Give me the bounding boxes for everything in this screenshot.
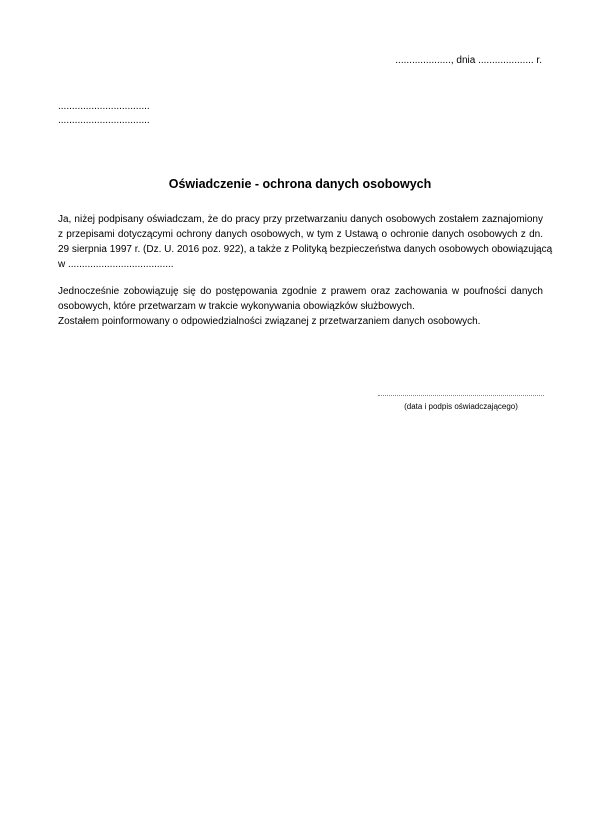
- place-date-line: ...................., dnia .................... r.: [395, 55, 542, 66]
- signature-caption: (data i podpis oświadczającego): [404, 402, 518, 411]
- document-title: Oświadczenie - ochrona danych osobowych: [168, 177, 432, 191]
- sender-name-line: .................................: [58, 101, 150, 112]
- sender-block: [58, 100, 150, 128]
- paragraph-line: Jednocześnie zobowiązuję się do postępowania zgodnie z prawem oraz zachowania w poufności danych: [58, 286, 543, 297]
- sender-position-line: .................................: [58, 115, 150, 126]
- paragraph-line: z przepisami dotyczącymi ochrony danych osobowych, w tym z Ustawą o ochronie danych osobowych z dn.: [58, 229, 543, 240]
- paragraph-declaration: [58, 212, 553, 272]
- signature-line: [378, 395, 544, 396]
- paragraph-line: osobowych, które przetwarzam w trakcie wykonywania obowiązków służbowych.: [58, 301, 415, 312]
- paragraph-line: Ja, niżej podpisany oświadczam, że do pracy przy przetwarzaniu danych osobowych zostałem zaznajomiony: [58, 214, 543, 225]
- paragraph-line: w ......................................: [58, 259, 174, 270]
- paragraph-obligation: [58, 284, 543, 329]
- paragraph-line: 29 sierpnia 1997 r. (Dz. U. 2016 poz. 922), a także z Polityką bezpieczeństwa danych osobowych obowiązującą: [58, 244, 553, 255]
- paragraph-line: Zostałem poinformowany o odpowiedzialności związanej z przetwarzaniem danych osobowych.: [58, 316, 481, 327]
